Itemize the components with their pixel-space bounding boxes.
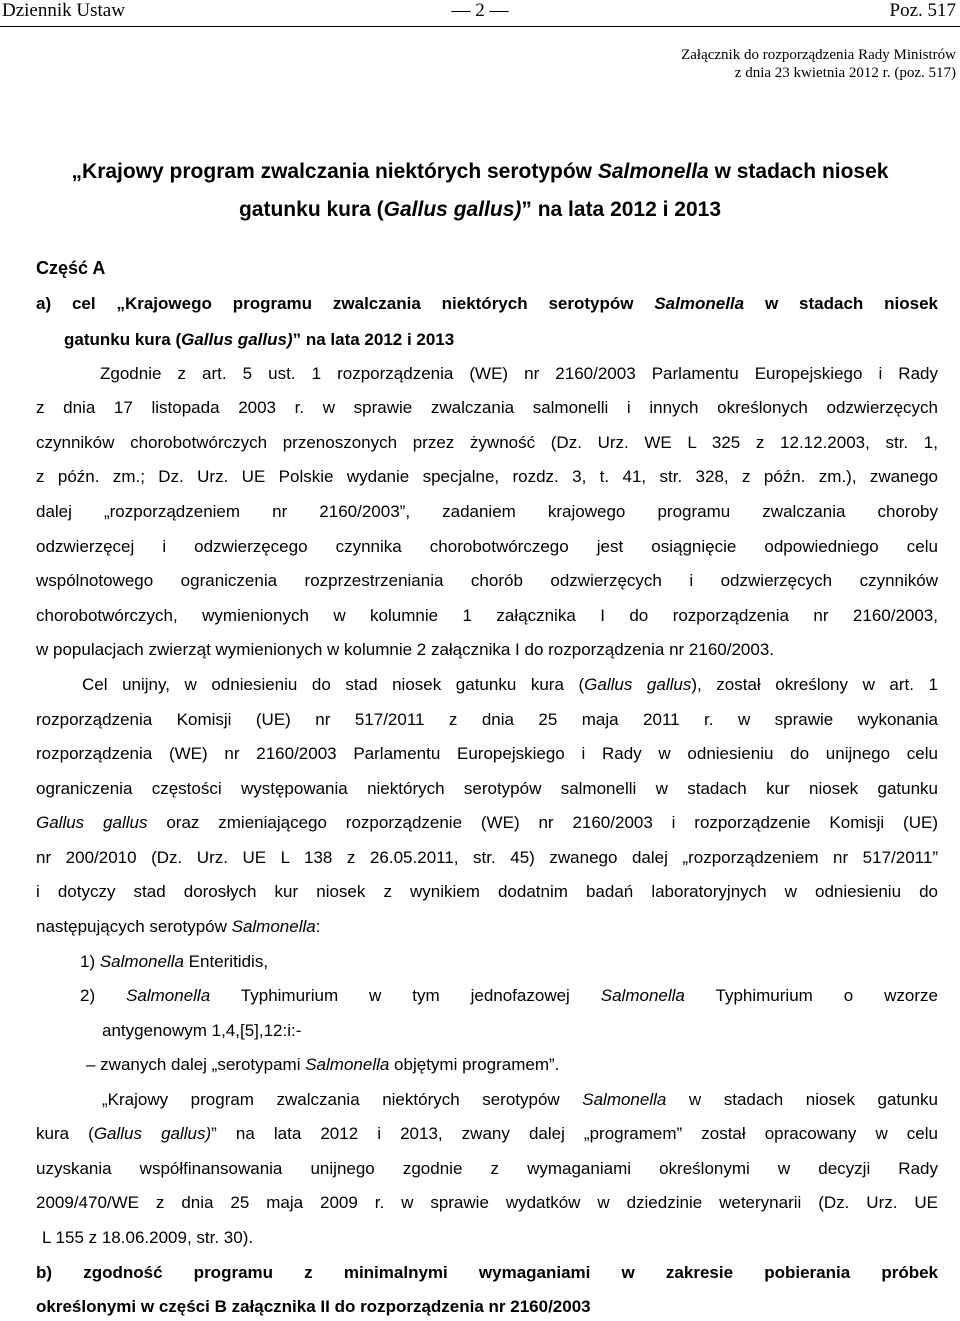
paragraph-line: chorobotwórczych, wymienionych w kolumnie 1 załącznika I do rozporządzenia nr 2160/2003, [36, 606, 938, 625]
heading-italic: Gallus gallus) [181, 330, 293, 349]
section-b-heading-line-1: b) zgodność programu z minimalnymi wymaganiami w zakresie pobierania próbek [36, 1263, 938, 1282]
text: Enteritidis, [183, 952, 269, 971]
text: – zwanych dalej „serotypami [86, 1055, 306, 1074]
list-item-1 [80, 952, 268, 972]
italic-text: Salmonella [600, 986, 685, 1005]
heading-text: gatunku kura ( [64, 330, 182, 349]
title-text: „Krajowy program zwalczania niektórych serotypów [71, 160, 598, 183]
paragraph-line: w populacjach zwierząt wymienionych w kolumnie 2 załącznika I do rozporządzenia nr 2160/2003. [36, 640, 775, 659]
paragraph-line: ograniczenia częstości występowania niektórych serotypów salmonelli w stadach kur niosek gatunku [36, 779, 938, 798]
heading-text: w stadach niosek [744, 294, 938, 313]
paragraph-line [36, 813, 938, 833]
paragraph-line: rozporządzenia (WE) nr 2160/2003 Parlamentu Europejskiego i Rady w odniesieniu do unijnego celu [36, 744, 938, 763]
paragraph-line: Zgodnie z art. 5 ust. 1 rozporządzenia (WE) nr 2160/2003 Parlamentu Europejskiego i Rady [100, 364, 938, 383]
annex-line-1: Załącznik do rozporządzenia Rady Ministrów [681, 47, 956, 63]
text: objętymi programem”. [389, 1055, 560, 1074]
paragraph-line: rozporządzenia Komisji (UE) nr 517/2011 z dnia 25 maja 2011 r. w sprawie wykonania [36, 710, 938, 729]
title-line-1 [40, 160, 920, 184]
title-italic: Gallus gallus) [383, 198, 522, 221]
paragraph-line: z późn. zm.; Dz. Urz. UE Polskie wydanie specjalne, rozdz. 3, t. 41, str. 328, z późn. zm.), zwanego [36, 467, 938, 486]
paragraph-line: odzwierzęcej i odzwierzęcego czynnika chorobotwórczego jest osiągnięcie odpowiedniego celu [36, 537, 938, 556]
section-a-heading-line-1 [36, 294, 938, 314]
page-header [0, 0, 960, 26]
heading-text: ” na lata 2012 i 2013 [292, 330, 455, 349]
paragraph-line [102, 1090, 938, 1110]
paragraph-line: nr 200/2010 (Dz. Urz. UE L 138 z 26.05.2011, str. 45) zwanego dalej „rozporządzeniem nr 517/2011” [36, 848, 938, 867]
paragraph-line: 2009/470/WE z dnia 25 maja 2009 r. w sprawie wydatków w dziedzinie weterynarii (Dz. Urz. UE [36, 1193, 938, 1212]
italic-text: Salmonella [126, 986, 211, 1005]
text: Typhimurium w tym jednofazowej [210, 986, 601, 1005]
dash-line [86, 1055, 559, 1075]
page-number: — 2 — [451, 0, 509, 21]
paragraph-line: i dotyczy stad dorosłych kur niosek z wynikiem dodatnim badań laboratoryjnych w odniesieniu do [36, 882, 938, 901]
title-text: ” na lata 2012 i 2013 [521, 198, 722, 221]
annex-note [681, 46, 956, 82]
title-text: w stadach niosek [708, 160, 889, 183]
paragraph-line [36, 917, 320, 937]
text: w stadach niosek gatunku [666, 1090, 938, 1109]
italic-text: Salmonella [99, 952, 184, 971]
text: ” na lata 2012 i 2013, zwany dalej „programem” został opracowany w celu [211, 1124, 938, 1143]
text: kura ( [36, 1124, 94, 1143]
italic-text: Gallus gallus [36, 813, 148, 832]
text: oraz zmieniającego rozporządzenie (WE) nr 2160/2003 i rozporządzenie Komisji (UE) [147, 813, 938, 832]
section-b-heading-line-2: określonymi w części B załącznika II do rozporządzenia nr 2160/2003 [36, 1297, 591, 1316]
italic-text: Salmonella [305, 1055, 390, 1074]
text: 2) [80, 986, 127, 1005]
title-line-2 [40, 198, 920, 222]
title-italic: Salmonella [597, 160, 709, 183]
position-number: Poz. 517 [889, 0, 956, 21]
list-item-2-continuation: antygenowym 1,4,[5],12:i:- [102, 1021, 302, 1040]
paragraph-line: czynników chorobotwórczych przenoszonych przez żywność (Dz. Urz. WE L 325 z 12.12.2003, str. 1, [36, 433, 938, 452]
heading-text: a) cel „Krajowego programu zwalczania niektórych serotypów [36, 294, 655, 313]
italic-text: Salmonella [231, 917, 316, 936]
paragraph-line: dalej „rozporządzeniem nr 2160/2003”, zadaniem krajowego programu zwalczania choroby [36, 502, 938, 521]
text: następujących serotypów [36, 917, 232, 936]
paragraph-line: wspólnotowego ograniczenia rozprzestrzeniania chorób odzwierzęcych i odzwierzęcych czynników [36, 571, 938, 590]
text: 1) [80, 952, 100, 971]
header-rule [0, 26, 960, 27]
text: Typhimurium o wzorze [684, 986, 938, 1005]
paragraph-line: L 155 z 18.06.2009, str. 30). [42, 1228, 254, 1247]
paragraph-line: uzyskania współfinansowania unijnego zgodnie z wymaganiami określonymi w decyzji Rady [36, 1159, 938, 1178]
text: „Krajowy program zwalczania niektórych serotypów [102, 1090, 583, 1109]
heading-italic: Salmonella [654, 294, 745, 313]
italic-text: Salmonella [582, 1090, 667, 1109]
section-a-heading-line-2 [64, 330, 454, 350]
text: Cel unijny, w odniesieniu do stad niosek gatunku kura ( [82, 675, 585, 694]
paragraph-line: z dnia 17 listopada 2003 r. w sprawie zwalczania salmonelli i innych określonych odzwierzęcych [36, 398, 938, 417]
paragraph-line [36, 1124, 938, 1144]
italic-text: Gallus gallus [584, 675, 692, 694]
text: : [315, 917, 321, 936]
title-text: gatunku kura ( [238, 198, 384, 221]
text: ), został określony w art. 1 [691, 675, 938, 694]
part-heading: Część A [36, 258, 106, 278]
italic-text: Gallus gallus) [93, 1124, 212, 1143]
journal-name: Dziennik Ustaw [2, 0, 125, 21]
paragraph-line [82, 675, 938, 695]
annex-line-2: z dnia 23 kwietnia 2012 r. (poz. 517) [734, 65, 956, 81]
list-item-2 [80, 986, 938, 1006]
